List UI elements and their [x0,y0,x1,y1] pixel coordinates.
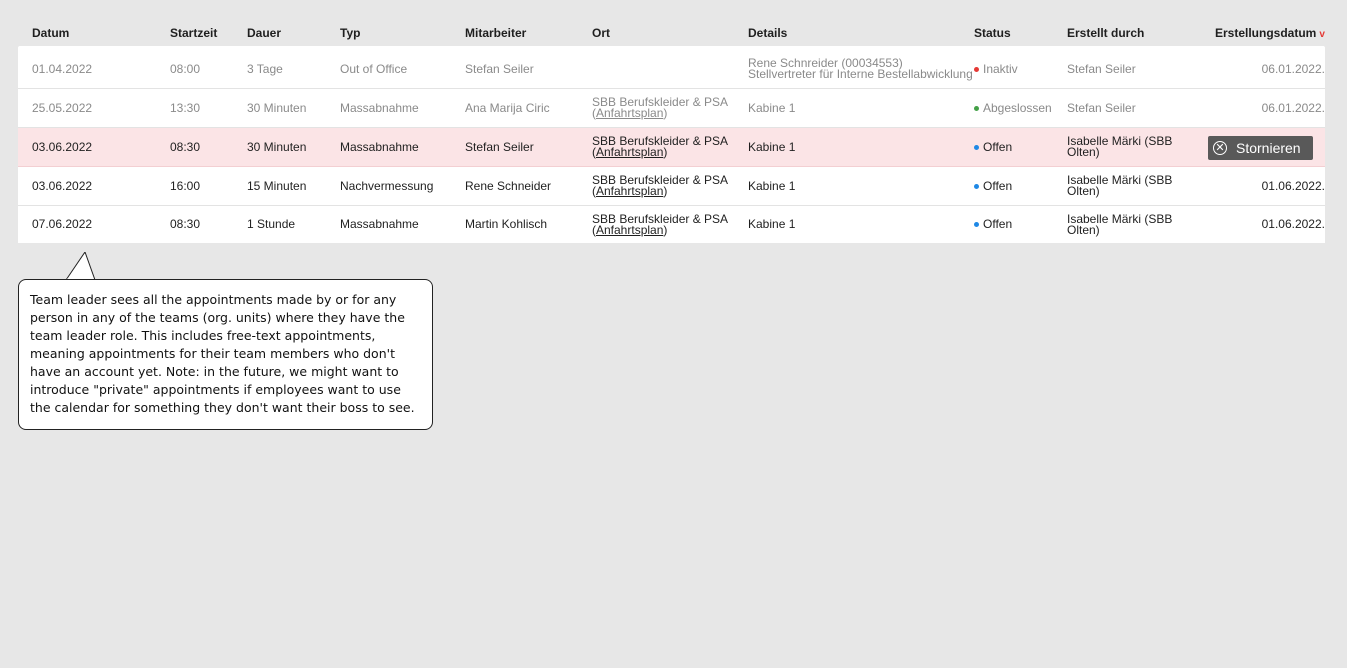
cell-erstellt-durch: Isabelle Märki (SBB Olten) [1067,173,1173,198]
ort-name: SBB Berufskleider & PSA [592,95,729,109]
cell-mitarbeiter: Martin Kohlisch [465,217,548,231]
cell-details: Kabine 1 [748,178,796,193]
cell-startzeit: 13:30 [170,100,201,115]
status-label: Offen [983,139,1013,154]
cancel-button-label: Stornieren [1236,140,1301,156]
cell-datum: 03.06.2022 [32,139,93,154]
cell-details: Kabine 1 [748,100,796,115]
close-circle-icon: ✕ [1213,141,1227,155]
table-row[interactable] [18,128,1325,167]
cell-mitarbeiter: Ana Marija Ciric [465,100,550,115]
appointments-table [18,20,1325,243]
cell-dauer: 1 Stunde [247,217,296,231]
column-header-startzeit[interactable]: Startzeit [170,26,218,40]
cell-typ: Massabnahme [340,217,419,231]
status-dot-icon [974,106,979,111]
cell-erstellungsdatum: 06.01.2022. [1261,61,1325,76]
table-row[interactable] [18,167,1325,206]
cell-erstellt-durch: Stefan Seiler [1067,100,1136,115]
cell-status [974,128,1064,166]
status-label: Offen [983,217,1013,231]
column-header-ort[interactable]: Ort [592,26,610,40]
cell-status [974,167,1064,205]
cell-details: Rene Schnreider (00034553) Stellvertreter für Interne Bestellabwicklung [748,56,973,81]
cell-dauer: 30 Minuten [247,139,307,154]
cell-ort: SBB Berufskleider & PSA (Anfahrtsplan) [592,211,729,237]
ort-name: SBB Berufskleider & PSA [592,173,729,187]
cell-datum: 25.05.2022 [32,100,93,115]
status-dot-icon [974,184,979,189]
cell-erstellungsdatum: 01.06.2022. [1261,178,1325,193]
sort-descending-icon[interactable]: v [1319,29,1325,40]
column-header-datum[interactable]: Datum [32,26,70,40]
cell-startzeit: 16:00 [170,178,201,193]
anfahrtsplan-link[interactable]: Anfahrtsplan [596,222,664,237]
table-header [18,20,1325,46]
cell-typ: Massabnahme [340,100,419,115]
callout-text: Team leader sees all the appointments made by or for any person in any of the teams (org. units) where they have the team leader role. This includes free-text appointments, meaning appointments for their team members who don't have an account yet. Note: in the future, we might want to introduce "private" appointments if employees want to use the calendar for something they don't want their boss to see. [30,292,415,415]
cell-status [974,89,1064,127]
status-dot-icon [974,222,979,227]
cell-erstellungsdatum: 06.01.2022. [1261,100,1325,115]
cell-ort: SBB Berufskleider & PSA (Anfahrtsplan) [592,95,729,120]
cell-mitarbeiter: Stefan Seiler [465,61,534,76]
cell-mitarbeiter: Rene Schneider [465,178,552,193]
cell-ort [592,50,742,88]
cell-ort: SBB Berufskleider & PSA (Anfahrtsplan) [592,173,729,198]
cell-startzeit: 08:00 [170,61,201,76]
cell-datum: 01.04.2022 [32,61,93,76]
status-dot-icon [974,145,979,150]
column-header-mitarbeiter[interactable]: Mitarbeiter [465,26,527,40]
cell-erstellt-durch: Isabelle Märki (SBB Olten) [1067,134,1173,159]
cell-details: Kabine 1 [748,217,796,231]
cell-startzeit: 08:30 [170,217,201,231]
annotation-callout [18,279,433,430]
cell-ort: SBB Berufskleider & PSA (Anfahrtsplan) [592,134,729,159]
cell-erstellt-durch: Isabelle Märki (SBB Olten) [1067,211,1173,237]
column-header-erstellungsdatum[interactable] [1215,26,1325,40]
status-dot-icon [974,67,979,72]
anfahrtsplan-link[interactable]: Anfahrtsplan [596,145,664,159]
status-label: Offen [983,178,1013,193]
cell-dauer: 30 Minuten [247,100,307,115]
table-body [18,46,1325,243]
anfahrtsplan-link[interactable]: Anfahrtsplan [596,106,664,120]
cell-mitarbeiter: Stefan Seiler [465,139,534,154]
cell-typ: Out of Office [340,61,408,76]
cancel-appointment-button[interactable] [1208,136,1313,160]
column-header-erstellungsdatum-label: Erstellungsdatum [1215,26,1317,40]
status-label: Inaktiv [983,61,1018,76]
ort-name: SBB Berufskleider & PSA [592,211,729,226]
column-header-typ[interactable]: Typ [340,26,361,40]
cell-status [974,50,1064,88]
callout-pointer [66,252,106,281]
cell-datum: 07.06.2022 [32,217,93,231]
cell-startzeit: 08:30 [170,139,201,154]
table-row[interactable] [18,89,1325,128]
cell-status [974,206,1064,243]
cell-datum: 03.06.2022 [32,178,93,193]
status-label: Abgeslossen [983,100,1052,115]
cell-details: Kabine 1 [748,139,796,154]
cell-erstellungsdatum: 01.06.2022. [1261,217,1325,231]
anfahrtsplan-link[interactable]: Anfahrtsplan [596,184,664,198]
cell-dauer: 3 Tage [247,61,283,76]
column-header-status[interactable]: Status [974,26,1011,40]
cell-dauer: 15 Minuten [247,178,307,193]
column-header-erstellt-durch[interactable]: Erstellt durch [1067,26,1145,40]
ort-name: SBB Berufskleider & PSA [592,134,729,148]
cell-typ: Nachvermessung [340,178,434,193]
column-header-dauer[interactable]: Dauer [247,26,282,40]
column-header-details[interactable]: Details [748,26,788,40]
cell-erstellt-durch: Stefan Seiler [1067,61,1136,76]
table-row[interactable] [18,206,1325,243]
cell-typ: Massabnahme [340,139,419,154]
table-row[interactable] [18,50,1325,89]
